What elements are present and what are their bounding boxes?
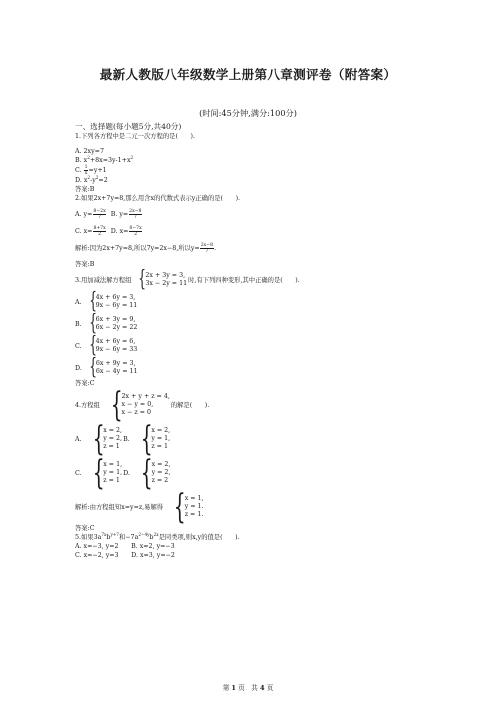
- q2-answer: 答案:B: [75, 261, 95, 268]
- q4-options-ab: A. { x = 2, y = 2, z = 1 B. { x = 2, y = 1, z = 1: [75, 419, 171, 459]
- q2-options-ab: A. y= $\frac{8-2x}{7}$ B. y= $\frac{2x-8}{7}$: [75, 209, 142, 220]
- q3-stem: 3.用加减法解方程组 { 2x + 3y = 3, 3x − 2y = 11 时,有下列四种变形,其中正确的是( ).: [75, 267, 300, 292]
- q3-option-b: B. { 6x + 3y = 9, 6x − 2y = 22: [75, 311, 138, 336]
- q3-option-c: C. { 4x + 6y = 6, 9x − 6y = 33: [75, 333, 138, 358]
- q2-options-cd: C. x= $\frac{8+7x}{2}$ D. x= $\frac{8-7x}{2}$: [75, 226, 142, 237]
- document-subtitle: (时间:45分钟,满分:100分): [199, 108, 297, 118]
- q1-option-c: C. $\frac{1}{x}$ =y+1: [75, 165, 107, 176]
- page-footer: 第 1 页 共 4 页: [222, 684, 274, 692]
- q1-option-b: B. $x^2+8x=3y-1+x^2$: [75, 154, 134, 164]
- section-heading: 一、选择题(每小题5分,共40分): [75, 122, 182, 131]
- q1-option-a: A. 2xy=7: [75, 148, 104, 155]
- fraction: $\frac{1}{x}$: [84, 165, 88, 176]
- q1-answer: 答案:B: [75, 186, 95, 193]
- q3-option-d: D. { 6x + 9y = 3, 6x − 4y = 11: [75, 355, 138, 380]
- q4-explanation: 解析:由方程组知x=y=z,易解得 { x = 1, y = 1. z = 1.: [75, 487, 204, 527]
- q5-options-cd: C. x=−2, y=3 D. x=3, y=−2: [75, 552, 175, 559]
- q3-option-a: A. { 4x + 6y = 3, 9x − 6y = 11: [75, 289, 138, 314]
- q1-stem: 1.下列各方程中是二元一次方程的是( ).: [75, 133, 195, 140]
- equation-system: { 2x + 3y = 3, 3x − 2y = 11: [138, 267, 188, 292]
- q5-stem: 5.如果$3a^{7x}b^{y+7}$和$-7a^{2-4y}b^{2x}$是同类项,则x,y的值是( ).: [75, 531, 240, 541]
- q5-options-ab: A. x=−3, y=2 B. x=2, y=−3: [75, 543, 175, 550]
- document-content: [75, 122, 435, 560]
- document-title: 最新人教版八年级数学上册第八章测评卷（附答案）: [99, 67, 397, 82]
- q2-explanation: 解析:因为2x+7y=8,所以7y=2x−8,所以y= $\frac{2x-8}{7}$ .: [75, 243, 217, 254]
- q4-options-cd: C. { x = 1, y = 1, z = 1 D. { x = 2, y = 2, z = 2: [75, 453, 171, 493]
- q1-option-d: D. $x^2-y^2=2$: [75, 174, 108, 184]
- q2-stem: 2.如果2x+7y=8,那么用含x的代数式表示y正确的是( ).: [75, 195, 241, 202]
- q4-stem: 4.方程组 { 2x + y + z = 4, x − y = 0, x − z = 0 的解是( ).: [75, 385, 210, 425]
- q3-answer: 答案:C: [75, 380, 95, 387]
- current-page-number: 1: [231, 684, 236, 692]
- total-pages-number: 4: [260, 684, 265, 692]
- q4-answer: 答案:C: [75, 525, 95, 532]
